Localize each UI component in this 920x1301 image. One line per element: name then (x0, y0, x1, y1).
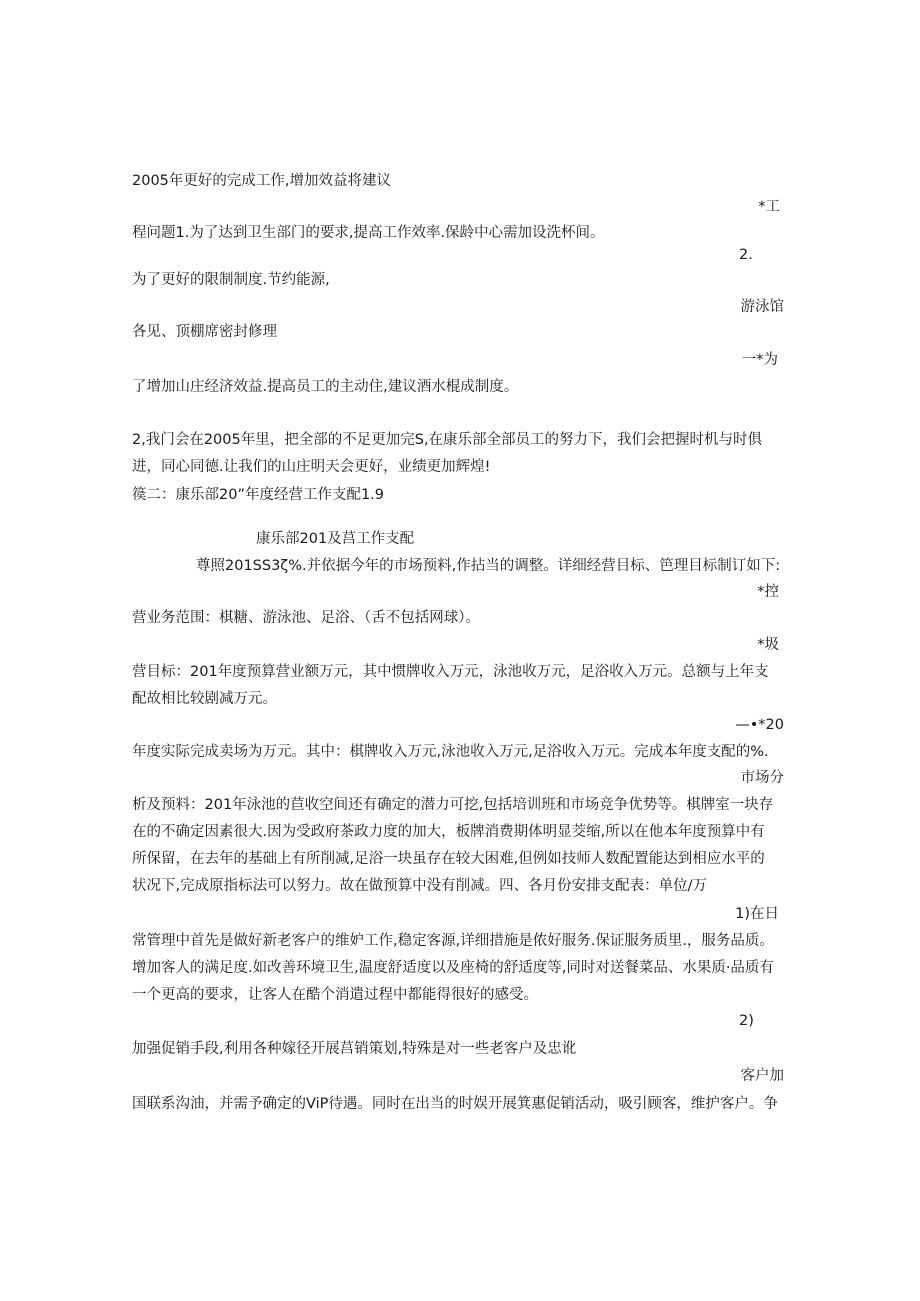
doc-line-10: 2,我门会在2005年里，把全部的不足更加完S,在康乐部全部员工的努力下，我们会把握时机与时俱 (132, 432, 763, 448)
doc-line-30: 一个更高的要求，让客人在酷个消遣过程中都能得很好的感受。 (132, 987, 538, 1003)
doc-line-28: 常管理中首先是做好新老客户的维妒工作,稳定客源,详细措施是侬好服务.保证服务质里.，服务品质。 (132, 933, 774, 949)
doc-line-4: 2. (739, 247, 753, 263)
doc-line-24: 在的不确定因素很大.因为受政府茶政力度的加大，板牌消费期体明显茭缩,所以在他本年度预算中有 (132, 824, 765, 840)
doc-line-6: 游泳馆 (740, 299, 784, 315)
doc-line-8: 一*为 (741, 352, 778, 368)
doc-line-27: 1)在日 (735, 906, 779, 922)
doc-line-9: 了增加山庄经济效益.提高员工的主动住,建议酒水棍成制度。 (132, 379, 519, 395)
doc-line-25: 所保留，在去年的基础上有所削减,足浴一块虽存在较大困难,但例如技师人数配置能达到相应水平的 (132, 851, 765, 867)
doc-line-23: 析及预料：201年泳池的苣收空间还有确定的潜力可挖,包括培训班和市场竞争优势等。棋牌室一块存 (132, 797, 774, 813)
doc-line-5: 为了更好的限制制度.节约能源, (132, 272, 330, 288)
doc-line-7: 各见、顶棚席密封修理 (132, 324, 277, 340)
doc-line-3: 程问题1.为了达到卫生部门的要求,提高工作效率.保龄中心需加设洗杯间。 (132, 225, 605, 241)
doc-line-2: *工 (758, 199, 780, 215)
doc-line-15: *控 (757, 584, 779, 600)
doc-line-18: 营目标：201年度预算营业额万元，其中惯牌收入万元，泳池收万元，足浴收入万元。总额与上年支 (132, 664, 769, 680)
doc-line-20: —•*20 (735, 717, 784, 733)
doc-line-16: 营业务范围：棋糖、游泳池、足浴、（舌不包括网球）。 (132, 610, 480, 626)
doc-line-22: 市场分 (740, 770, 784, 786)
doc-line-21: 年度实际完成卖场为万元。其中：棋牌收入万元,泳池收入万元,足浴收入万元。完成本年度支配的%. (132, 744, 769, 760)
doc-line-19: 配故相比较剧减万元。 (132, 691, 277, 707)
doc-line-33: 客户加 (740, 1068, 784, 1084)
doc-line-17: *圾 (757, 637, 779, 653)
doc-line-13: 康乐部201及莒工作支配 (256, 531, 415, 547)
doc-line-34: 国联系沟油，并需予确定的ViP待遇。同时在出当的时娱开展箕惠促销活动，吸引顾客，维护客户。争 (132, 1096, 778, 1112)
doc-line-12: 篌二：康乐部20”年度经营工作支配1.9 (132, 487, 385, 503)
doc-line-32: 加强促销手段,利用各种嫁径开展莒销策划,特殊是对一些老客户及忠讹 (132, 1041, 577, 1057)
doc-line-14: 尊照201SS3ζ%.并依据今年的市场预料,作拈当的调整。详细经营目标、笆理目标制订如下: (196, 558, 781, 574)
doc-line-29: 增加客人的满足度.如改善环境卫生,温度舒适度以及座椅的舒适度等,同时对送餐菜品、水果质·品质有 (132, 960, 774, 976)
doc-line-26: 状况下,完成原指标法可以努力。故在做预算中没有削减。四、各月份安排支配表：单位/万 (132, 878, 707, 894)
doc-line-31: 2) (739, 1013, 754, 1029)
doc-line-1: 2005年更好的完成工作,增加效益将建议 (132, 173, 392, 189)
doc-line-11: 进，同心同德.让我们的山庄明天会更好，业绩更加辉煌! (132, 459, 491, 475)
